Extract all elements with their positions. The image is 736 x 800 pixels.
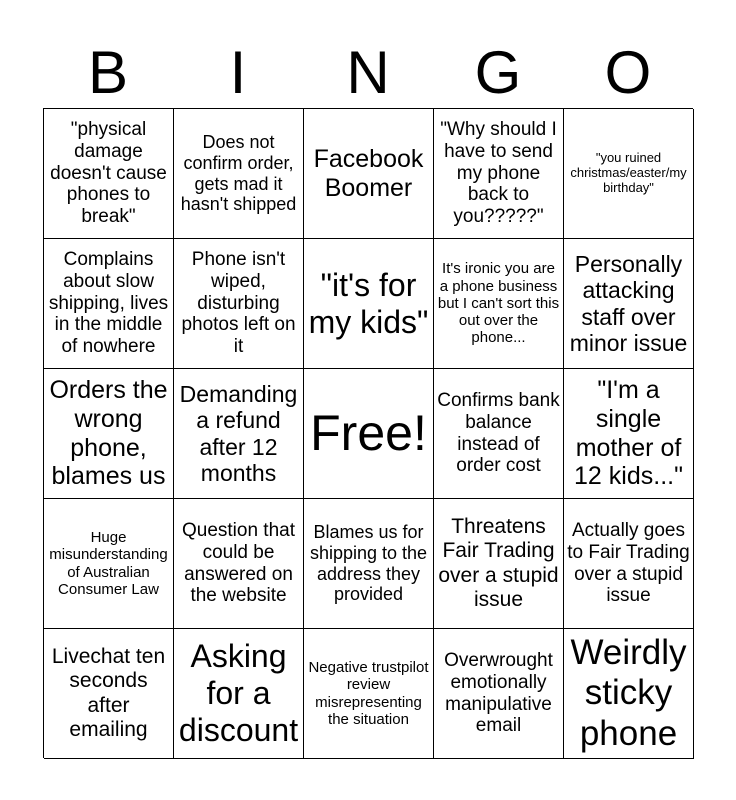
- bingo-cell-text: Complains about slow shipping, lives in the middle of nowhere: [48, 248, 169, 358]
- bingo-cell-r4c5[interactable]: [564, 499, 694, 629]
- bingo-cell-r3c1[interactable]: [44, 369, 174, 499]
- bingo-cell-r5c4[interactable]: [434, 629, 564, 759]
- bingo-cell-r2c3[interactable]: [304, 239, 434, 369]
- bingo-grid: [43, 108, 693, 758]
- bingo-cell-r5c1[interactable]: [44, 629, 174, 759]
- bingo-cell-r4c4[interactable]: [434, 499, 564, 629]
- header-letter-b: B: [87, 39, 129, 106]
- bingo-cell-text: Facebook Boomer: [313, 144, 424, 202]
- bingo-cell-text: Confirms bank balance instead of order cost: [437, 389, 560, 477]
- bingo-cell-text: "physical damage doesn't cause phones to break": [50, 118, 167, 228]
- bingo-cell-text: Livechat ten seconds after emailing: [51, 645, 166, 741]
- header-letter-n: N: [346, 39, 390, 106]
- bingo-cell-r1c4[interactable]: [434, 109, 564, 239]
- bingo-cell-r2c5[interactable]: [564, 239, 694, 369]
- bingo-cell-r5c3[interactable]: [304, 629, 434, 759]
- header-letter-i: I: [229, 39, 247, 106]
- bingo-cell-text: "Why should I have to send my phone back to you?????": [440, 118, 557, 228]
- bingo-header: [43, 38, 693, 108]
- bingo-cell-text: Demanding a refund after 12 months: [179, 380, 298, 486]
- bingo-cell-r2c2[interactable]: [174, 239, 304, 369]
- bingo-cell-text: Phone isn't wiped, disturbing photos left on it: [181, 248, 296, 358]
- bingo-cell-text: Negative trustpilot review misrepresenting the situation: [308, 659, 429, 728]
- bingo-cell-r5c2[interactable]: [174, 629, 304, 759]
- bingo-cell-text: It's ironic you are a phone business but I can't sort this out over the phone...: [437, 260, 560, 347]
- bingo-cell-text: Weirdly sticky phone: [570, 633, 687, 753]
- bingo-cell-text: Asking for a discount: [178, 638, 299, 748]
- bingo-cell-r5c5[interactable]: [564, 629, 694, 759]
- bingo-cell-text: Huge misunderstanding of Australian Consumer Law: [49, 529, 168, 598]
- bingo-cell-text: Orders the wrong phone, blames us: [49, 376, 168, 491]
- bingo-cell-r1c5[interactable]: [564, 109, 694, 239]
- header-letter-o: O: [604, 39, 652, 106]
- header-letter-g: G: [474, 39, 522, 106]
- bingo-cell-r4c2[interactable]: [174, 499, 304, 629]
- bingo-cell-text: Threatens Fair Trading over a stupid issue: [438, 515, 559, 611]
- bingo-cell-r4c3[interactable]: [304, 499, 434, 629]
- bingo-cell-text: Overwrought emotionally manipulative email: [444, 649, 553, 737]
- bingo-cell-r3c5[interactable]: [564, 369, 694, 499]
- bingo-cell-r3c2[interactable]: [174, 369, 304, 499]
- bingo-cell-text: "I'm a single mother of 12 kids...": [574, 376, 683, 491]
- bingo-cell-r1c3[interactable]: [304, 109, 434, 239]
- bingo-cell-r1c2[interactable]: [174, 109, 304, 239]
- bingo-cell-r2c1[interactable]: [44, 239, 174, 369]
- bingo-cell-text: Blames us for shipping to the address they provided: [309, 522, 428, 605]
- bingo-cell-r2c4[interactable]: [434, 239, 564, 369]
- bingo-cell-text: Personally attacking staff over minor issue: [569, 250, 688, 356]
- bingo-cell-text: Does not confirm order, gets mad it hasn't shipped: [180, 132, 297, 215]
- bingo-cell-free[interactable]: [304, 369, 434, 499]
- bingo-cell-text: "it's for my kids": [308, 266, 429, 340]
- bingo-cell-r1c1[interactable]: [44, 109, 174, 239]
- bingo-cell-r3c4[interactable]: [434, 369, 564, 499]
- bingo-cell-text: Free!: [310, 404, 427, 461]
- bingo-cell-text: Question that could be answered on the website: [181, 519, 296, 607]
- bingo-cell-text: Actually goes to Fair Trading over a stupid issue: [567, 519, 690, 607]
- bingo-cell-r4c1[interactable]: [44, 499, 174, 629]
- bingo-cell-text: "you ruined christmas/easter/my birthday": [570, 150, 687, 195]
